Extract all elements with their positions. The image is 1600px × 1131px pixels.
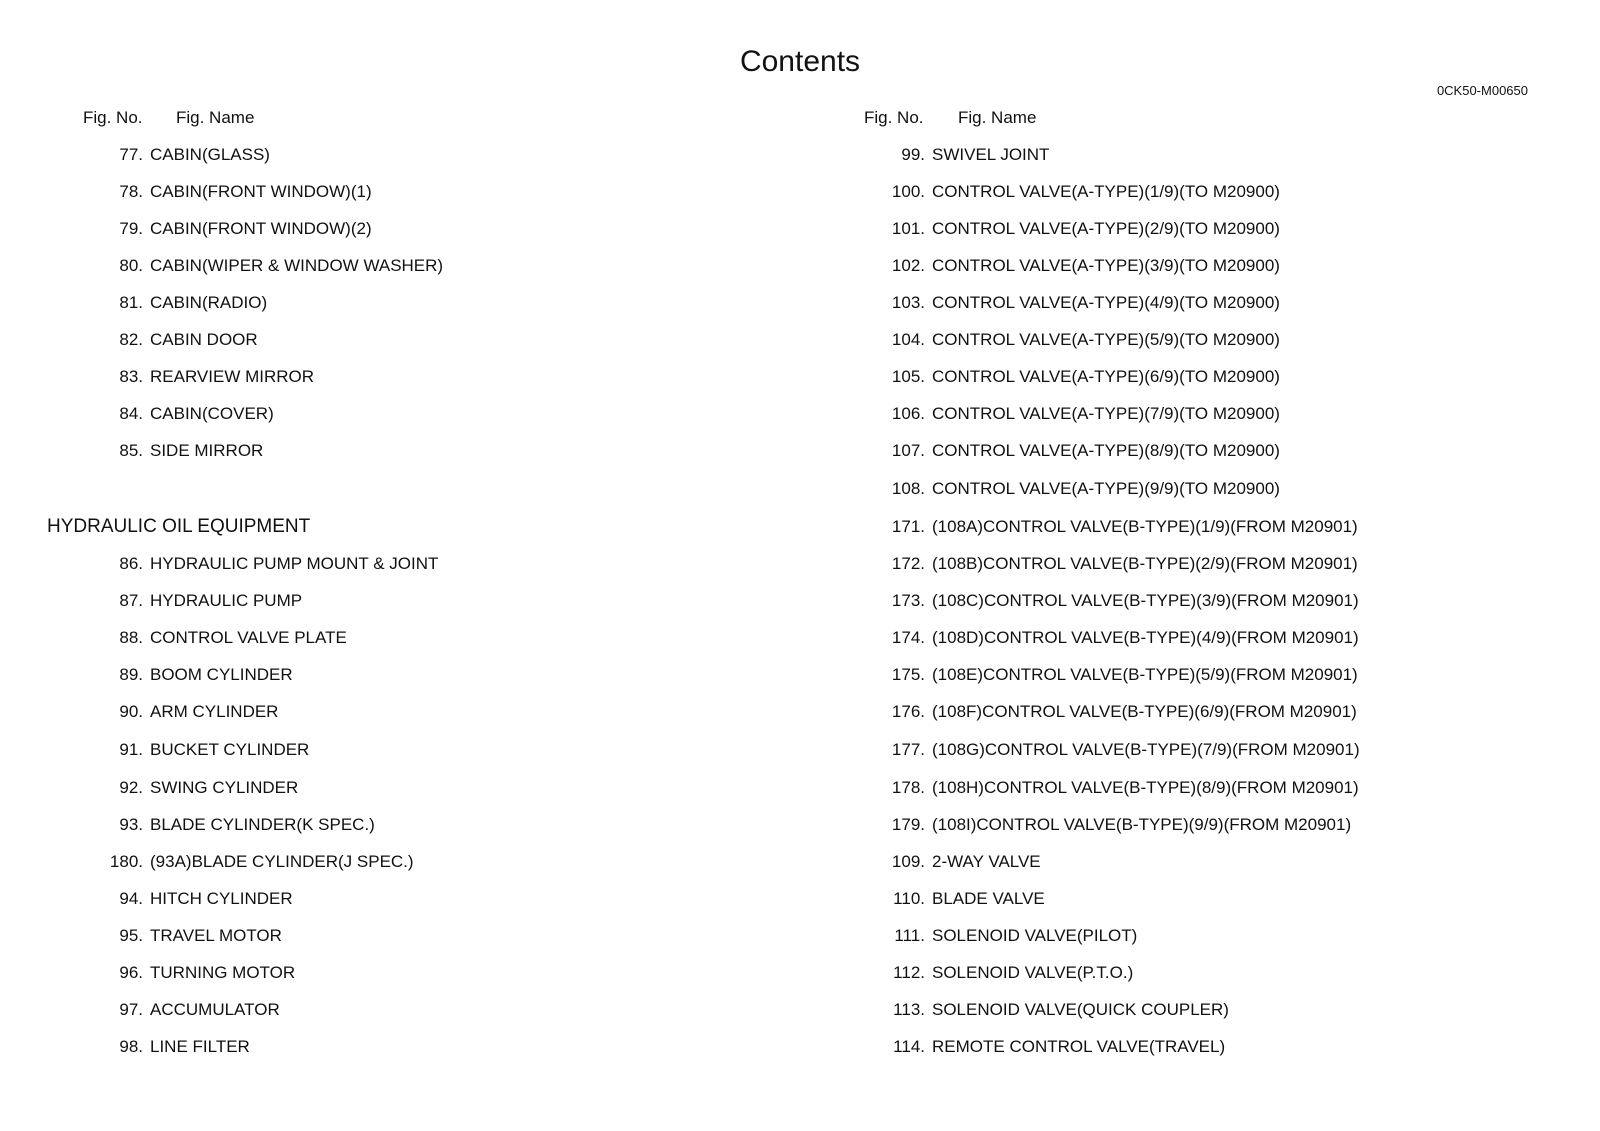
fig-number: 114. bbox=[893, 1037, 925, 1056]
fig-number: 111. bbox=[894, 926, 925, 945]
fig-number: 84. bbox=[119, 404, 143, 423]
fig-name: (108A)CONTROL VALVE(B-TYPE)(1/9)(FROM M20901) bbox=[932, 517, 1358, 536]
fig-name: (108C)CONTROL VALVE(B-TYPE)(3/9)(FROM M20901) bbox=[932, 591, 1359, 610]
fig-name: CONTROL VALVE(A-TYPE)(5/9)(TO M20900) bbox=[932, 330, 1280, 349]
fig-number: 99. bbox=[901, 145, 925, 164]
fig-name: CABIN(WIPER & WINDOW WASHER) bbox=[150, 256, 444, 275]
fig-name: CONTROL VALVE(A-TYPE)(2/9)(TO M20900) bbox=[932, 219, 1280, 238]
fig-number: 95. bbox=[119, 926, 143, 945]
fig-name: TURNING MOTOR bbox=[150, 963, 296, 982]
fig-number: 103. bbox=[891, 293, 925, 312]
fig-number: 179. bbox=[891, 815, 925, 834]
fig-name: CABIN(RADIO) bbox=[150, 293, 268, 312]
fig-name: BUCKET CYLINDER bbox=[150, 740, 310, 759]
fig-name: (108G)CONTROL VALVE(B-TYPE)(7/9)(FROM M20901) bbox=[932, 740, 1360, 759]
fig-name: (108I)CONTROL VALVE(B-TYPE)(9/9)(FROM M20901) bbox=[932, 815, 1352, 834]
fig-number: 88. bbox=[119, 628, 143, 647]
fig-number: 90. bbox=[119, 702, 143, 721]
fig-name: CABIN(FRONT WINDOW)(2) bbox=[150, 219, 372, 238]
fig-name: CONTROL VALVE(A-TYPE)(7/9)(TO M20900) bbox=[932, 404, 1280, 423]
fig-name: SWING CYLINDER bbox=[150, 778, 299, 797]
fig-name: CABIN(FRONT WINDOW)(1) bbox=[150, 182, 372, 201]
fig-name: HITCH CYLINDER bbox=[150, 889, 293, 908]
fig-number: 89. bbox=[119, 665, 143, 684]
section-heading: HYDRAULIC OIL EQUIPMENT bbox=[47, 516, 311, 537]
fig-name: BOOM CYLINDER bbox=[150, 665, 293, 684]
fig-name-header: Fig. Name bbox=[176, 108, 255, 127]
fig-name: LINE FILTER bbox=[150, 1037, 250, 1056]
fig-number: 172. bbox=[891, 554, 925, 573]
fig-number: 91. bbox=[119, 740, 143, 759]
fig-number: 92. bbox=[119, 778, 143, 797]
fig-number: 97. bbox=[119, 1000, 143, 1019]
fig-number: 176. bbox=[891, 702, 925, 721]
fig-number: 106. bbox=[891, 404, 925, 423]
fig-name: 2-WAY VALVE bbox=[932, 852, 1041, 871]
fig-number: 171. bbox=[891, 517, 925, 536]
fig-name: CONTROL VALVE(A-TYPE)(8/9)(TO M20900) bbox=[932, 441, 1280, 460]
fig-number: 101. bbox=[891, 219, 925, 238]
fig-number: 104. bbox=[891, 330, 925, 349]
fig-number: 105. bbox=[891, 367, 925, 386]
fig-number: 82. bbox=[119, 330, 143, 349]
fig-name: CONTROL VALVE(A-TYPE)(3/9)(TO M20900) bbox=[932, 256, 1280, 275]
fig-number: 178. bbox=[891, 778, 925, 797]
document-code: 0CK50-M00650 bbox=[1436, 83, 1528, 98]
fig-number: 102. bbox=[891, 256, 925, 275]
fig-number: 96. bbox=[119, 963, 143, 982]
fig-number: 85. bbox=[119, 441, 143, 460]
fig-name: SOLENOID VALVE(PILOT) bbox=[932, 926, 1138, 945]
fig-name: (93A)BLADE CYLINDER(J SPEC.) bbox=[150, 852, 414, 871]
fig-number: 110. bbox=[893, 889, 925, 908]
fig-name: CONTROL VALVE(A-TYPE)(4/9)(TO M20900) bbox=[932, 293, 1280, 312]
fig-name: (108F)CONTROL VALVE(B-TYPE)(6/9)(FROM M20901) bbox=[932, 702, 1357, 721]
fig-number: 108. bbox=[891, 479, 925, 498]
fig-name: (108H)CONTROL VALVE(B-TYPE)(8/9)(FROM M20901) bbox=[932, 778, 1359, 797]
fig-name: CONTROL VALVE(A-TYPE)(1/9)(TO M20900) bbox=[932, 182, 1280, 201]
fig-number: 109. bbox=[891, 852, 925, 871]
fig-number: 98. bbox=[119, 1037, 143, 1056]
fig-number: 81. bbox=[119, 293, 143, 312]
fig-number: 87. bbox=[119, 591, 143, 610]
fig-number: 107. bbox=[891, 441, 925, 460]
fig-name: CABIN(COVER) bbox=[150, 404, 274, 423]
fig-name: REMOTE CONTROL VALVE(TRAVEL) bbox=[932, 1037, 1226, 1056]
fig-name: ARM CYLINDER bbox=[150, 702, 279, 721]
fig-name: HYDRAULIC PUMP MOUNT & JOINT bbox=[150, 554, 439, 573]
fig-number: 94. bbox=[119, 889, 143, 908]
fig-name: (108B)CONTROL VALVE(B-TYPE)(2/9)(FROM M20901) bbox=[932, 554, 1358, 573]
fig-name: SWIVEL JOINT bbox=[932, 145, 1050, 164]
fig-no-header: Fig. No. bbox=[83, 108, 143, 127]
fig-number: 175. bbox=[891, 665, 925, 684]
fig-name: BLADE VALVE bbox=[932, 889, 1045, 908]
fig-number: 93. bbox=[119, 815, 143, 834]
fig-name: BLADE CYLINDER(K SPEC.) bbox=[150, 815, 375, 834]
fig-name: CABIN DOOR bbox=[150, 330, 258, 349]
page-title: Contents bbox=[739, 45, 861, 78]
fig-name: ACCUMULATOR bbox=[150, 1000, 280, 1019]
fig-number: 79. bbox=[119, 219, 143, 238]
fig-name: SOLENOID VALVE(QUICK COUPLER) bbox=[932, 1000, 1229, 1019]
fig-number: 100. bbox=[891, 182, 925, 201]
fig-number: 78. bbox=[119, 182, 143, 201]
fig-name: HYDRAULIC PUMP bbox=[150, 591, 303, 610]
fig-number: 173. bbox=[891, 591, 925, 610]
fig-name: SIDE MIRROR bbox=[150, 441, 264, 460]
fig-name: REARVIEW MIRROR bbox=[150, 367, 315, 386]
fig-name-header: Fig. Name bbox=[958, 108, 1037, 127]
fig-name: (108D)CONTROL VALVE(B-TYPE)(4/9)(FROM M20901) bbox=[932, 628, 1359, 647]
contents-column-right bbox=[782, 0, 1582, 1131]
fig-number: 83. bbox=[119, 367, 143, 386]
fig-number: 86. bbox=[119, 554, 143, 573]
fig-name: TRAVEL MOTOR bbox=[150, 926, 282, 945]
fig-number: 112. bbox=[893, 963, 925, 982]
fig-name: (108E)CONTROL VALVE(B-TYPE)(5/9)(FROM M20901) bbox=[932, 665, 1358, 684]
fig-name: SOLENOID VALVE(P.T.O.) bbox=[932, 963, 1134, 982]
fig-name: CABIN(GLASS) bbox=[150, 145, 270, 164]
fig-name: CONTROL VALVE(A-TYPE)(6/9)(TO M20900) bbox=[932, 367, 1280, 386]
fig-number: 113. bbox=[893, 1000, 925, 1019]
fig-name: CONTROL VALVE(A-TYPE)(9/9)(TO M20900) bbox=[932, 479, 1280, 498]
fig-number: 180. bbox=[109, 852, 143, 871]
fig-name: CONTROL VALVE PLATE bbox=[150, 628, 347, 647]
fig-number: 77. bbox=[119, 145, 143, 164]
fig-number: 80. bbox=[119, 256, 143, 275]
fig-no-header: Fig. No. bbox=[864, 108, 924, 127]
fig-number: 174. bbox=[891, 628, 925, 647]
fig-number: 177. bbox=[891, 740, 925, 759]
